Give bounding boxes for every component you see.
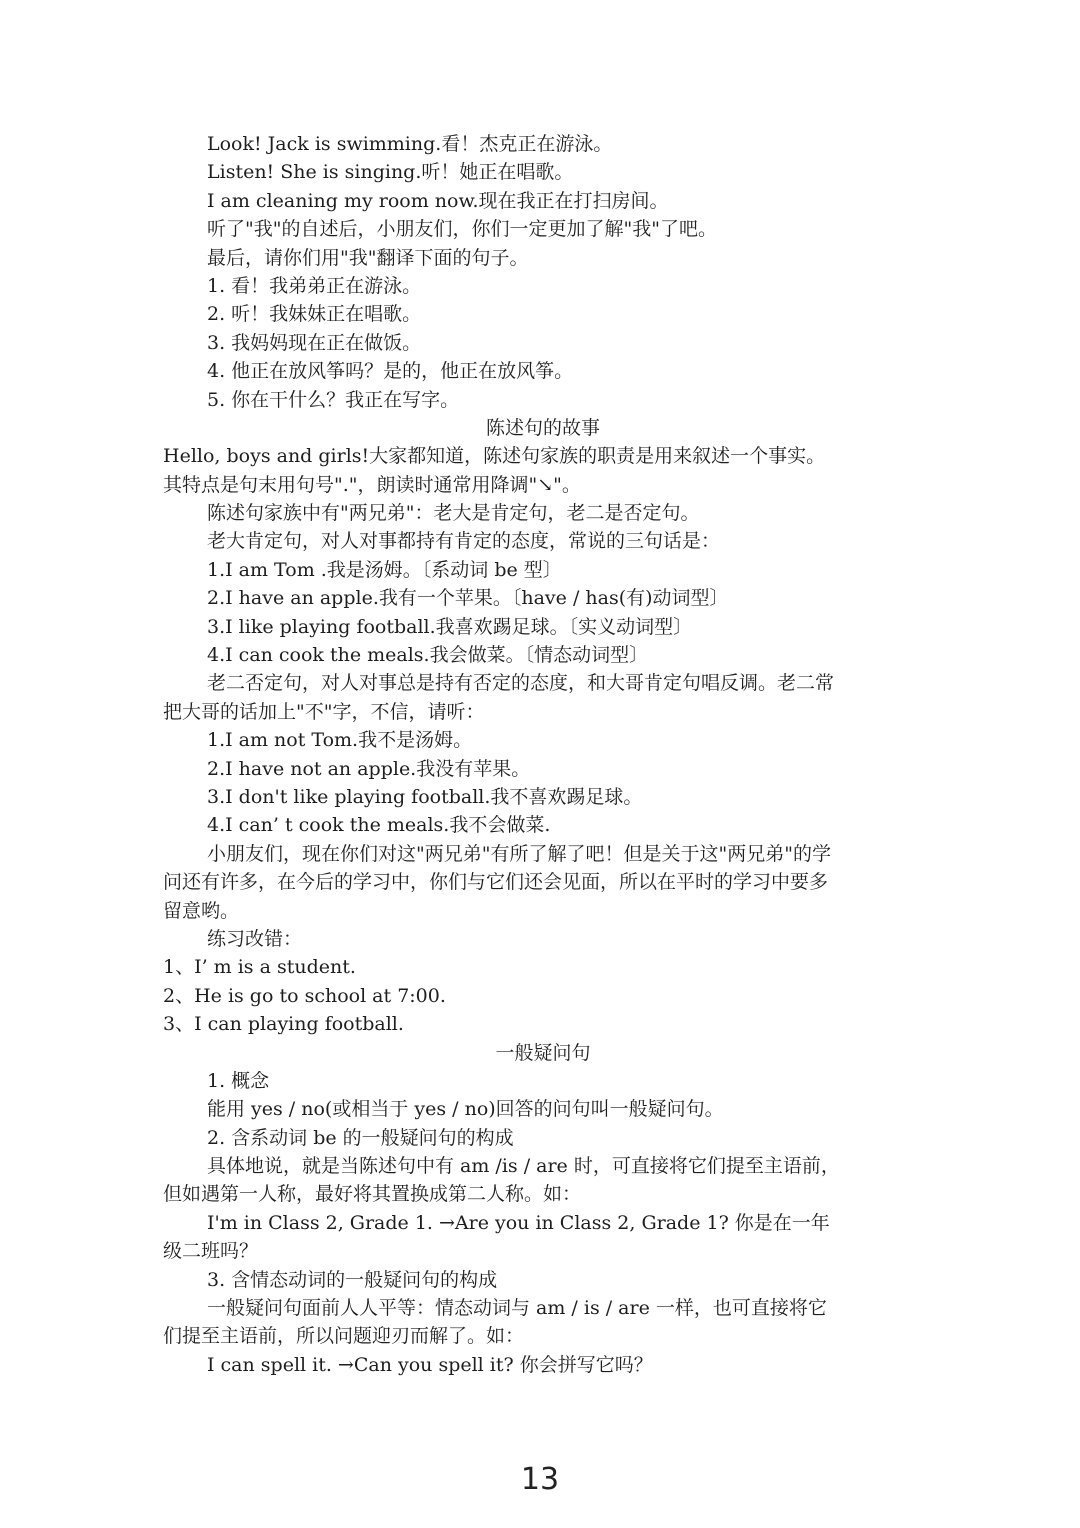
exercise-item: 1、I’ m is a student. bbox=[163, 956, 356, 979]
list-item: 5. 你在干什么？我正在写字。 bbox=[207, 388, 460, 411]
text-line: 陈述句家族中有"两兄弟"：老大是肯定句，老二是否定句。 bbox=[207, 502, 700, 525]
text-line: 具体地说，就是当陈述句中有 am /is / are 时，可直接将它们提至主语前， bbox=[207, 1155, 840, 1178]
list-item: 4.I can cook the meals.我会做菜。〔情态动词型〕 bbox=[207, 644, 649, 667]
list-item: 2. 听！我妹妹正在唱歌。 bbox=[207, 303, 422, 326]
list-item: 2.I have not an apple.我没有苹果。 bbox=[207, 757, 531, 780]
text-line: 把大哥的话加上"不"字，不信，请听： bbox=[163, 700, 485, 723]
section-heading: 一般疑问句 bbox=[495, 1041, 591, 1064]
list-item: 2.I have an apple.我有一个苹果。〔have / has(有)动词型〕 bbox=[207, 587, 729, 610]
page-number: 13 bbox=[520, 1462, 560, 1497]
list-item: 3. 我妈妈现在正在做饭。 bbox=[207, 331, 422, 354]
exercise-item: 2、He is go to school at 7:00. bbox=[163, 984, 446, 1007]
text-line: 一般疑问句面前人人平等：情态动词与 am / is / are 一样，也可直接将它 bbox=[207, 1297, 827, 1320]
page-content bbox=[163, 130, 923, 1379]
list-item: 3.I like playing football.我喜欢踢足球。〔实义动词型〕 bbox=[207, 615, 693, 638]
list-item: 4.I can’ t cook the meals.我不会做菜. bbox=[207, 814, 551, 837]
text-line: 最后，请你们用"我"翻译下面的句子。 bbox=[207, 246, 529, 269]
text-line: 但如遇第一人称，最好将其置换成第二人称。如： bbox=[163, 1183, 582, 1206]
text-line: I am cleaning my room now.现在我正在打扫房间。 bbox=[207, 189, 669, 212]
list-item: 4. 他正在放风筝吗？是的，他正在放风筝。 bbox=[207, 360, 574, 383]
list-item: 1.I am Tom .我是汤姆。〔系动词 be 型〕 bbox=[207, 558, 562, 581]
text-line: 能用 yes / no(或相当于 yes / no)回答的问句叫一般疑问句。 bbox=[207, 1098, 724, 1121]
list-item: 1. 看！我弟弟正在游泳。 bbox=[207, 274, 422, 297]
list-item: 1.I am not Tom.我不是汤姆。 bbox=[207, 729, 473, 752]
text-line: 小朋友们，现在你们对这"两兄弟"有所了解了吧！但是关于这"两兄弟"的学 bbox=[207, 842, 831, 865]
list-item: 3.I don't like playing football.我不喜欢踢足球。 bbox=[207, 785, 643, 808]
text-line: Listen! She is singing.听！她正在唱歌。 bbox=[207, 161, 574, 184]
text-line: 老二否定句，对人对事总是持有否定的态度，和大哥肯定句唱反调。老二常 bbox=[207, 672, 835, 695]
exercise-item: 3、I can playing football. bbox=[163, 1013, 404, 1036]
section-heading: 陈述句的故事 bbox=[485, 416, 600, 439]
subheading: 2. 含系动词 be 的一般疑问句的构成 bbox=[207, 1126, 514, 1149]
text-line: 留意哟。 bbox=[163, 899, 240, 922]
text-line: 问还有许多，在今后的学习中，你们与它们还会见面，所以在平时的学习中要多 bbox=[163, 871, 829, 894]
example-line: I'm in Class 2, Grade 1. →Are you in Class 2, Grade 1? 你是在一年 bbox=[207, 1211, 830, 1234]
subheading: 1. 概念 bbox=[207, 1069, 270, 1092]
text-line: 听了"我"的自述后，小朋友们，你们一定更加了解"我"了吧。 bbox=[207, 218, 717, 241]
text-line: Hello, boys and girls!大家都知道，陈述句家族的职责是用来叙述一个事实。 bbox=[163, 445, 826, 468]
text-line: 练习改错： bbox=[207, 927, 303, 950]
text-line: 老大肯定句，对人对事都持有肯定的态度，常说的三句话是： bbox=[207, 530, 721, 553]
text-line: 们提至主语前，所以问题迎刃而解了。如： bbox=[163, 1325, 525, 1348]
subheading: 3. 含情态动词的一般疑问句的构成 bbox=[207, 1268, 498, 1291]
example-line: 级二班吗？ bbox=[163, 1240, 259, 1263]
text-line: 其特点是句末用句号"."，朗读时通常用降调"↘"。 bbox=[163, 473, 581, 496]
example-line: I can spell it. →Can you spell it? 你会拼写它吗？ bbox=[207, 1353, 653, 1376]
text-line: Look! Jack is swimming.看！杰克正在游泳。 bbox=[207, 133, 613, 155]
